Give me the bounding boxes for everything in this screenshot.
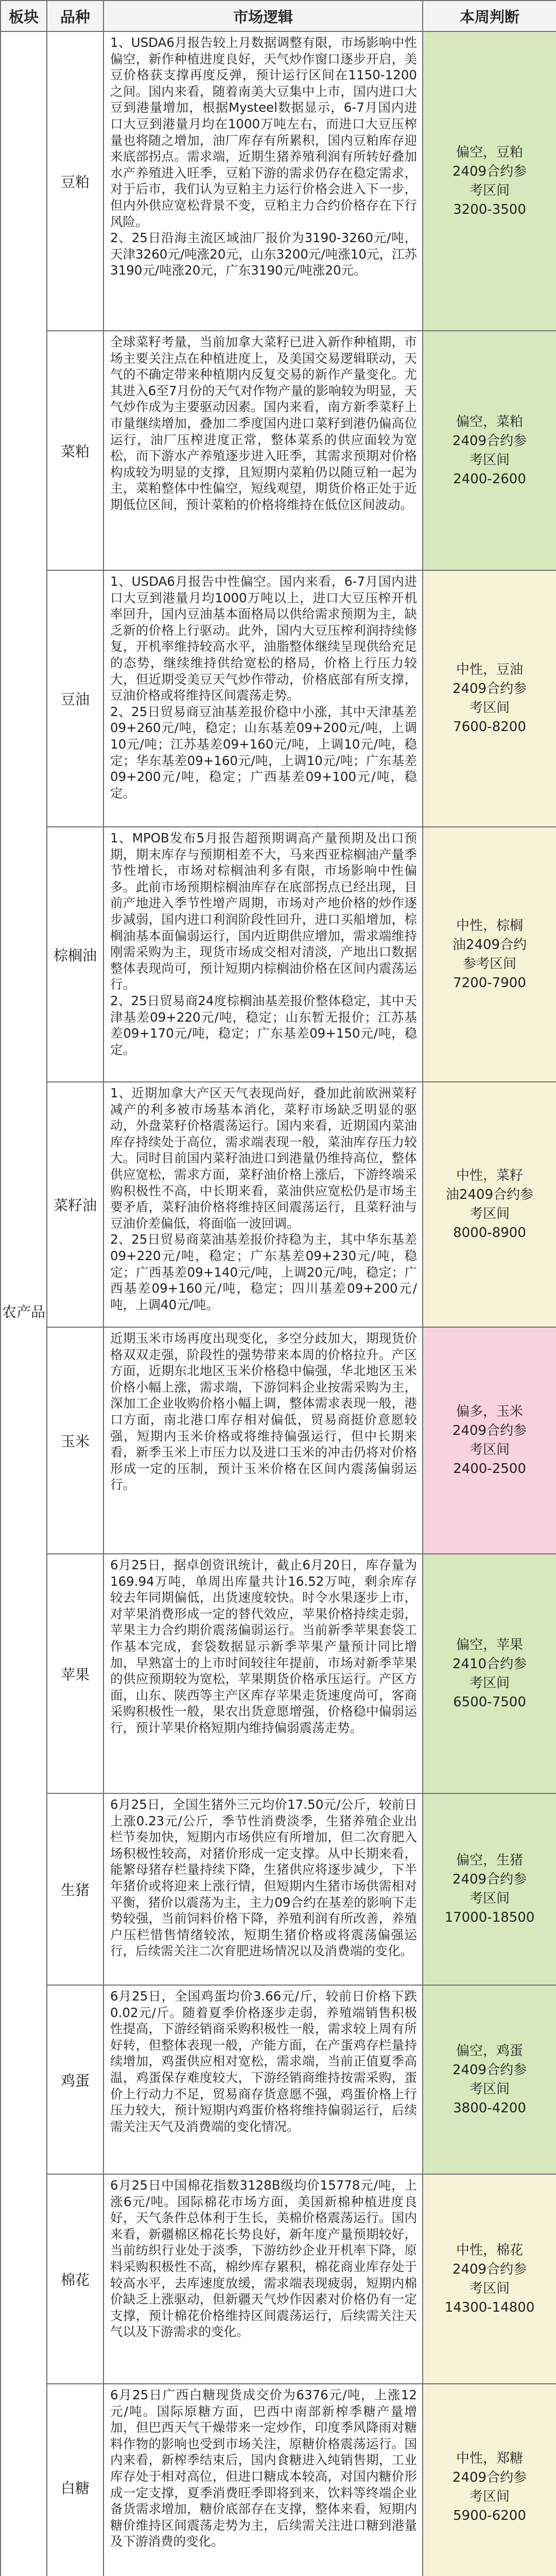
judge-line: 8000-8900 <box>453 1225 526 1241</box>
judge-line: 3800-4200 <box>453 2100 526 2116</box>
logic-paragraph: 全球菜籽考量，当前加拿大菜籽已进入新作种植期，市场主要关注点在种植进度上，及美国交易逻辑联动，天气的不确定带来种植期内反复交易的新作产量变化。尤其进入6至7月份的天气对作物产量的影响较为明显，天气炒作成为主要驱动因素。国内来看，南方新季菜籽上市量继续增加，叠加二季度国内进口菜籽到港仍偏高位运行，油厂压榨进度正常，整体菜系的供应面较为宽松，而下游水产养殖逐步进入旺季，其需求预期对价格构成较为明显的支撑，且短期内菜粕仍以随豆粕一起为主，菜粕整体中性偏空，短线观望，期货价格正处于近期低位区间，预计菜粕的价格将维持在低位区间波动。 <box>110 334 417 512</box>
judge-line: 中性，棕榈 <box>456 918 523 934</box>
logic-paragraph: 6月25日，全国生猪外三元均价17.50元/公斤，较前日上涨0.23元/公斤，季节性消费淡季，生猪养殖企业出栏节奏加快，短期内市场供应有所增加，但二次育肥入场积极性较高，对猪价形成一定支撑。从中长期来看，能繁母猪存栏量持续下降，生猪供应将逐步减少，下半年猪价或将迎来上涨行情，但短期内生猪市场供需相对平衡，猪价以震荡为主，主力09合约在基差的影响下走势较强，当前饲料价格下降，养殖利润有所改善，养殖户压栏惜售情绪较浓，短期生猪价格或将震荡偏强运行，后续需关注二次育肥进场情况以及消费端的变化。 <box>110 1797 417 1959</box>
logic-cell <box>103 331 423 570</box>
judge-line: 考区间 <box>469 2280 510 2296</box>
judge-line: 考区间 <box>469 1675 510 1691</box>
judge-cell <box>423 331 556 570</box>
variety-cell: 苹果 <box>47 1554 103 1793</box>
sector-cell: 农产品 <box>1 31 47 2576</box>
table-row <box>1 2384 556 2576</box>
judge-line: 2409合约参 <box>452 433 527 449</box>
judge-cell <box>423 1327 556 1554</box>
judge-line: 2400-2600 <box>453 471 526 487</box>
judge-line: 14300-14800 <box>444 2299 535 2315</box>
judge-line: 2409合约参 <box>452 681 527 697</box>
judge-line: 2409合约参 <box>452 1423 527 1438</box>
logic-paragraph: 1、USDA6月报告中性偏空。国内来看，6-7月国内进口大豆到港量月均1000万吨以上，进口大豆压榨开机率回升，国内豆油基本面格局以供给需求预期为主，缺乏新的价格上行驱动。此外，国内大豆压榨利润持续修复，开机率维持较高水平，油脂整体继续呈现供给充足的态势，继续维持供给宽松的格局，价格上行压力较大，但近期受美豆天气炒作带动，价格底部有所支撑，豆油价格或将维持区间震荡走势。 <box>110 574 417 703</box>
judge-line: 偏空，生猪 <box>456 1853 523 1868</box>
judge-line: 6500-7500 <box>453 1694 526 1710</box>
judge-line: 7200-7900 <box>453 975 526 991</box>
judge-line: 考区间 <box>469 182 510 198</box>
logic-cell <box>103 31 423 331</box>
judge-line: 偏空，豆粕 <box>456 144 523 160</box>
judge-cell <box>423 31 556 331</box>
table-row <box>1 331 556 570</box>
judge-line: 3200-3500 <box>453 201 526 217</box>
logic-cell <box>103 1985 423 2174</box>
logic-paragraph: 2、25日贸易商豆油基差报价稳中小涨，其中天津基差09+260元/吨，稳定；山东基差09+200元/吨，上调10元/吨；江苏基差09+160元/吨，上调10元/吨，稳定；华东基差09+160元/吨，上调10元/吨；广东基差09+200元/吨，稳定；广西基差09+100元/吨，稳定。 <box>110 704 417 801</box>
logic-cell <box>103 1793 423 1985</box>
variety-cell: 棉花 <box>47 2174 103 2384</box>
variety-cell: 鸡蛋 <box>47 1985 103 2174</box>
judge-cell <box>423 1985 556 2174</box>
header-variety: 品种 <box>47 1 103 31</box>
logic-paragraph: 2、25日沿海主流区域油厂报价为3190-3260元/吨，天津3260元/吨涨20元，山东3200元/吨涨10元，江苏3190元/吨涨20元，广东3190元/吨涨20元。 <box>110 230 417 278</box>
judge-line: 偏多，玉米 <box>456 1404 523 1419</box>
judge-line: 考区间 <box>469 2489 510 2504</box>
judge-line: 2409合约参 <box>452 1872 527 1887</box>
header-logic: 市场逻辑 <box>103 1 423 31</box>
judge-cell <box>423 2384 556 2576</box>
logic-paragraph: 6月25日中国棉花指数3128B级均价15778元/吨，上涨6元/吨。国际棉花市场方面，美国新棉种植进度良好，天气条件总体利于生长，美棉价格震荡运行。国内来看，新疆棉区棉花长势良好，新年度产量预期较好，当前纺织行业处于淡季，下游纺纱企业开机率下降，原料采购积极性不高，棉纱库存累积，棉花商业库存处于较高水平，去库速度放缓，需求端表现疲弱，短期内棉价缺乏上涨驱动，但新疆天气炒作因素对价格仍有一定支撑，预计棉花价格维持区间震荡运行，后续需关注天气以及下游需求的变化。 <box>110 2178 417 2340</box>
logic-cell <box>103 2384 423 2576</box>
variety-cell: 菜粕 <box>47 331 103 570</box>
judge-line: 17000-18500 <box>444 1910 535 1925</box>
judge-line: 考区间 <box>469 700 510 716</box>
logic-paragraph: 6月25日，全国鸡蛋均价3.66元/斤，较前日价格下跌0.02元/斤。随着夏季价格逐步走弱，养殖端销售积极性提高，下游经销商采购积极性一般，需求较上周有所好转，但整体表现一般，产能方面，在产蛋鸡存栏量持续增加，鸡蛋供应相对宽松，需求端，当前正值夏季高温，鸡蛋保存难度较大，下游经销商维持按需采购，蛋价上行动力不足，贸易商存货意愿不强，鸡蛋价格上行压力较大，预计短期内鸡蛋价格将维持偏弱运行，后续需关注天气及消费端的变化情况。 <box>110 1989 417 2134</box>
judge-line: 参考区间 <box>462 956 516 972</box>
table-row <box>1 1327 556 1554</box>
judge-line: 2409合约参 <box>452 163 527 179</box>
logic-paragraph: 2、25日贸易商菜油基差报价持稳为主，其中华东基差09+220元/吨，稳定；广东基差09+230元/吨，稳定；广西基差09+140元/吨，上调20元/吨，稳定；广西基差09+160元/吨，稳定；四川基差09+200元/吨，上调40元/吨。 <box>110 1232 417 1312</box>
table-row <box>1 1554 556 1793</box>
judge-line: 5900-6200 <box>453 2508 526 2523</box>
header-sector: 板块 <box>1 1 47 31</box>
logic-cell <box>103 1327 423 1554</box>
variety-cell: 菜籽油 <box>47 1082 103 1327</box>
logic-paragraph: 2、25日贸易商24度棕榈油基差报价整体稳定，其中天津基差09+220元/吨，稳定；山东暂无报价；江苏基差09+170元/吨，稳定；广东基差09+150元/吨，稳定。 <box>110 993 417 1057</box>
judge-line: 考区间 <box>469 1442 510 1458</box>
judge-line: 偏空，鸡蛋 <box>456 2043 523 2059</box>
variety-cell: 棕榈油 <box>47 827 103 1082</box>
judge-line: 油2409合约参 <box>445 1187 534 1202</box>
logic-cell <box>103 827 423 1082</box>
judge-line: 油2409合约 <box>452 937 527 953</box>
judge-line: 2410合约参 <box>452 1656 527 1672</box>
table-row <box>1 827 556 1082</box>
logic-cell <box>103 1554 423 1793</box>
judge-line: 考区间 <box>469 452 510 468</box>
judge-line: 中性，郑糖 <box>456 2451 523 2466</box>
table-row <box>1 1985 556 2174</box>
logic-paragraph: 6月25日广西白糖现货成交价为6376元/吨，上涨12元/吨。国际原糖方面，巴西中南部新榨季糖产量增加，但巴西天气干燥带来一定炒作，印度季风降雨对糖料作物的影响也受到市场关注，原糖价格震荡运行。国内来看，新榨季结束后，国内食糖进入纯销售期，工业库存处于相对高位，但进口糖成本较高，对国内糖价形成一定支撑，夏季消费旺季即将到来，饮料等终端企业备货需求增加，糖价底部存在支撑，整体来看，短期内糖价维持区间震荡走势为主，后续需关注进口糖到港量及下游消费的变化。 <box>110 2387 417 2549</box>
variety-cell: 白糖 <box>47 2384 103 2576</box>
table-header-row <box>1 1 556 31</box>
logic-paragraph: 1、MPOB发布5月报告超预期调高产量预期及出口预期，期末库存与预期相差不大，马来西亚棕榈油产量季节性增长，市场对棕榈油利多有限，市场影响中性偏多。此前市场预期棕榈油库存在底部拐点已经出现，目前产地进入季节性增产周期，市场对产地价格的炒作逐步减弱，国内进口利润阶段性回升，进口买船增加，棕榈油基本面偏弱运行，国内近期供应增加，需求端维持刚需采购为主，现货市场成交相对清淡，产地出口数据整体表现尚可，预计短期内棕榈油价格在区间内震荡运行。 <box>110 831 417 992</box>
table-row <box>1 2174 556 2384</box>
judge-line: 偏空，苹果 <box>456 1637 523 1653</box>
variety-cell: 生猪 <box>47 1793 103 1985</box>
judge-line: 中性，菜籽 <box>456 1168 523 1183</box>
judge-line: 中性，棉花 <box>456 2242 523 2258</box>
judge-line: 中性，豆油 <box>456 662 523 677</box>
logic-paragraph: 1、近期加拿大产区天气表现尚好，叠加此前欧洲菜籽减产的利多被市场基本消化，菜籽市场缺乏明显的驱动，外盘菜籽价格震荡运行。国内来看，近期国内菜油库存持续处于高位，需求端表现一般，菜油库存压力较大。同时目前国内菜籽油进口到港量仍维持高位，整体供应宽松，需求方面，菜籽油价格上涨后，下游终端采购积极性不高，中长期来看，菜油供应宽松仍是市场主要矛盾，菜籽油价格将维持区间震荡运行，且菜籽油与豆油价差偏低，将面临一波回调。 <box>110 1086 417 1231</box>
logic-paragraph: 1、USDA6月报告较上月数据调整有限，市场影响中性偏空，新作种植进度良好，天气炒作窗口逐步开启，美豆价格获支撑再度反弹，预计运行区间在1150-1200之间。国内来看，随着南美大豆集中上市，国内进口大豆到港量增加，根据Mysteel数据显示，6-7月国内进口大豆到港量月均在1000万吨左右，而进口大豆压榨量也将随之增加，油厂库存有所累积，国内豆粕库存迎来底部拐点。需求端，近期生猪养殖利润有所转好叠加水产养殖进入旺季，豆粕下游的需求仍存在稳定需求，对于后市，我们认为豆粕主力运行价格会进入下一步，但内外供应宽松背景不变，豆粕主力合约价格存在下行风险。 <box>110 35 417 229</box>
table-row <box>1 31 556 331</box>
table-row <box>1 570 556 827</box>
judge-cell <box>423 1554 556 1793</box>
table-row <box>1 1082 556 1327</box>
logic-cell <box>103 570 423 827</box>
judge-line: 考区间 <box>469 1206 510 1222</box>
variety-cell: 玉米 <box>47 1327 103 1554</box>
judge-cell <box>423 827 556 1082</box>
judge-cell <box>423 1082 556 1327</box>
logic-paragraph: 6月25日，据卓创资讯统计，截止6月20日，库存量为169.94万吨，单周出库量共计16.52万吨，剩余库存较去年同期偏低，出货速度较快。时令水果逐步上市，对苹果消费形成一定的替代效应，苹果价格持续走弱，苹果主力合约期价震荡偏弱运行。当前新季苹果套袋工作基本完成，套袋数据显示新季苹果产量预计同比增加，早熟富士的上市时间较往年提前，市场对新季苹果的供应预期较为宽松，苹果期货价格承压运行。产区方面，山东、陕西等主产区库存苹果走货速度尚可，客商采购积极性一般，果农出货意愿增强，价格稳中偏弱运行，预计苹果价格短期内维持偏弱震荡走势。 <box>110 1557 417 1735</box>
table-row <box>1 1793 556 1985</box>
judge-cell <box>423 570 556 827</box>
judge-line: 考区间 <box>469 1891 510 1906</box>
judge-line: 偏空，菜粕 <box>456 414 523 430</box>
judge-line: 7600-8200 <box>453 719 526 735</box>
judge-cell <box>423 2174 556 2384</box>
header-judge: 本周判断 <box>423 1 556 31</box>
judge-cell <box>423 1793 556 1985</box>
judge-line: 考区间 <box>469 2081 510 2097</box>
logic-paragraph: 近期玉米市场再度出现变化，多空分歧加大，期现货价格双双走强，阶段性的强势带来本周的价格拉升。产区方面，近期东北地区玉米价格稳中偏强，华北地区玉米价格小幅上涨，需求端，下游饲料企业按需采购为主，深加工企业收购价格小幅上调，整体需求表现一般，港口方面，南北港口库存相对偏低，贸易商挺价意愿较强，短期内玉米价格或将维持偏强运行，但中长期来看，新季玉米上市压力以及进口玉米的冲击仍将对价格形成一定的压制，预计玉米价格在区间内震荡偏弱运行。 <box>110 1331 417 1493</box>
variety-cell: 豆油 <box>47 570 103 827</box>
judge-line: 2409合约参 <box>452 2062 527 2078</box>
logic-cell <box>103 2174 423 2384</box>
judge-line: 2409合约参 <box>452 2261 527 2277</box>
judge-line: 2400-2500 <box>453 1461 526 1477</box>
judge-line: 2409合约参 <box>452 2470 527 2485</box>
logic-cell <box>103 1082 423 1327</box>
variety-cell: 豆粕 <box>47 31 103 331</box>
